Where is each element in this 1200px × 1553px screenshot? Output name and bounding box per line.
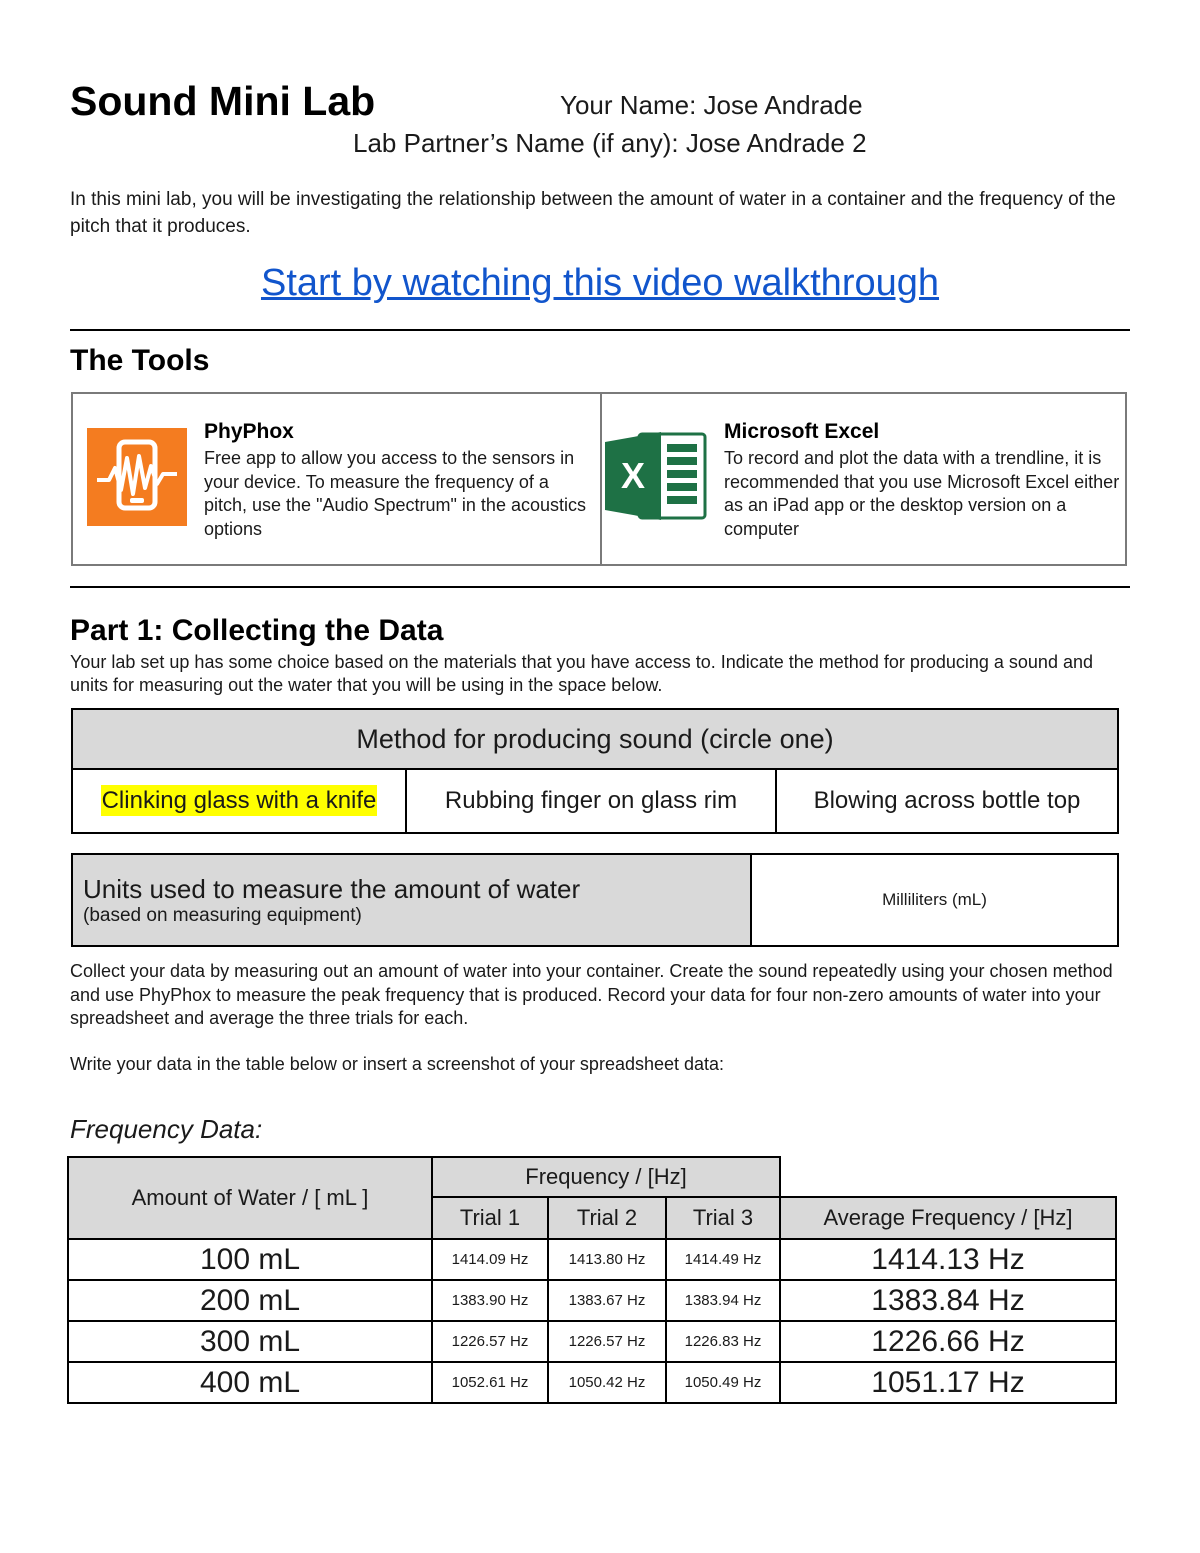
frequency-data-table [67, 1156, 1117, 1404]
trial-1-header: Trial 1 [432, 1197, 548, 1239]
part1-description: Your lab set up has some choice based on the materials that you have access to. Indicate the method for producing a sound and units for measuring out the water that you will be using in the space below. [70, 652, 1093, 695]
method-option-label: Rubbing finger on glass rim [444, 787, 738, 814]
trial-1-cell[interactable]: 1226.57 Hz [432, 1321, 548, 1362]
tools-section-title: The Tools [70, 344, 210, 377]
tools-box-divider [600, 392, 602, 566]
phyphox-app-icon [87, 428, 187, 526]
average-frequency-header: Average Frequency / [Hz] [780, 1197, 1116, 1239]
frequency-data-title: Frequency Data: [70, 1114, 263, 1144]
trial-3-cell[interactable]: 1050.49 Hz [666, 1362, 780, 1403]
table-row [68, 1362, 1116, 1403]
units-label: Units used to measure the amount of water [83, 873, 581, 904]
units-value-field[interactable]: Milliliters (mL) [751, 854, 1118, 946]
method-option-label-selected: Clinking glass with a knife [101, 787, 377, 814]
section-divider [70, 586, 1130, 588]
phyphox-tool-description: Free app to allow you access to the sensors in your device. To measure the frequency of a pitch, use the "Audio Spectrum" in the acoustics options [204, 448, 586, 539]
average-cell[interactable]: 1051.17 Hz [780, 1362, 1116, 1403]
trial-2-cell[interactable]: 1226.57 Hz [548, 1321, 666, 1362]
amount-cell[interactable]: 400 mL [68, 1362, 432, 1403]
units-sublabel: (based on measuring equipment) [83, 904, 362, 926]
trial-3-header: Trial 3 [666, 1197, 780, 1239]
trial-1-cell[interactable]: 1052.61 Hz [432, 1362, 548, 1403]
average-cell[interactable]: 1226.66 Hz [780, 1321, 1116, 1362]
blank-header-cell [780, 1157, 1116, 1197]
video-walkthrough-link[interactable]: Start by watching this video walkthrough [260, 262, 940, 304]
excel-tool-name: Microsoft Excel [724, 420, 880, 443]
amount-cell[interactable]: 200 mL [68, 1280, 432, 1321]
part1-section-title: Part 1: Collecting the Data [70, 614, 444, 647]
section-divider [70, 329, 1130, 331]
method-option-clinking[interactable] [72, 769, 406, 833]
table-row [68, 1321, 1116, 1362]
phyphox-tool-name: PhyPhox [204, 420, 294, 443]
svg-text:X: X [620, 455, 646, 496]
intro-paragraph: In this mini lab, you will be investigating the relationship between the amount of water in a container and the frequency of the pitch that it produces. [70, 189, 1116, 237]
trial-1-cell[interactable]: 1383.90 Hz [432, 1280, 548, 1321]
method-table [71, 708, 1119, 834]
method-table-header: Method for producing sound (circle one) [72, 709, 1118, 769]
trial-2-cell[interactable]: 1050.42 Hz [548, 1362, 666, 1403]
trial-3-cell[interactable]: 1226.83 Hz [666, 1321, 780, 1362]
trial-3-cell[interactable]: 1414.49 Hz [666, 1239, 780, 1280]
write-data-instructions: Write your data in the table below or insert a screenshot of your spreadsheet data: [70, 1054, 725, 1074]
frequency-header: Frequency / [Hz] [432, 1157, 780, 1197]
method-option-rubbing[interactable] [406, 769, 776, 833]
amount-of-water-header: Amount of Water / [ mL ] [68, 1157, 432, 1239]
table-row [68, 1280, 1116, 1321]
trial-3-cell[interactable]: 1383.94 Hz [666, 1280, 780, 1321]
amount-cell[interactable]: 100 mL [68, 1239, 432, 1280]
page-title: Sound Mini Lab [70, 78, 376, 124]
units-label-cell [72, 854, 751, 946]
trial-2-header: Trial 2 [548, 1197, 666, 1239]
table-row [68, 1239, 1116, 1280]
units-table [71, 853, 1119, 947]
your-name-field: Your Name: Jose Andrade [560, 90, 863, 120]
excel-app-icon [603, 428, 709, 524]
trial-1-cell[interactable]: 1414.09 Hz [432, 1239, 548, 1280]
collect-instructions: Collect your data by measuring out an amount of water into your container. Create the sound repeatedly using your chosen method and use PhyPhox to measure the peak frequency that is produced. Record your data for four non-zero amounts of water into your spreadsheet and average the three trials for each. [70, 961, 1113, 1028]
average-cell[interactable]: 1414.13 Hz [780, 1239, 1116, 1280]
average-cell[interactable]: 1383.84 Hz [780, 1280, 1116, 1321]
amount-cell[interactable]: 300 mL [68, 1321, 432, 1362]
trial-2-cell[interactable]: 1413.80 Hz [548, 1239, 666, 1280]
method-option-label: Blowing across bottle top [813, 787, 1081, 814]
excel-tool-description: To record and plot the data with a trendline, it is recommended that you use Microsoft Excel either as an iPad app or the desktop version on a computer [724, 448, 1120, 539]
lab-partner-name-field: Lab Partner’s Name (if any): Jose Andrade 2 [353, 128, 867, 158]
trial-2-cell[interactable]: 1383.67 Hz [548, 1280, 666, 1321]
method-option-blowing[interactable] [776, 769, 1118, 833]
